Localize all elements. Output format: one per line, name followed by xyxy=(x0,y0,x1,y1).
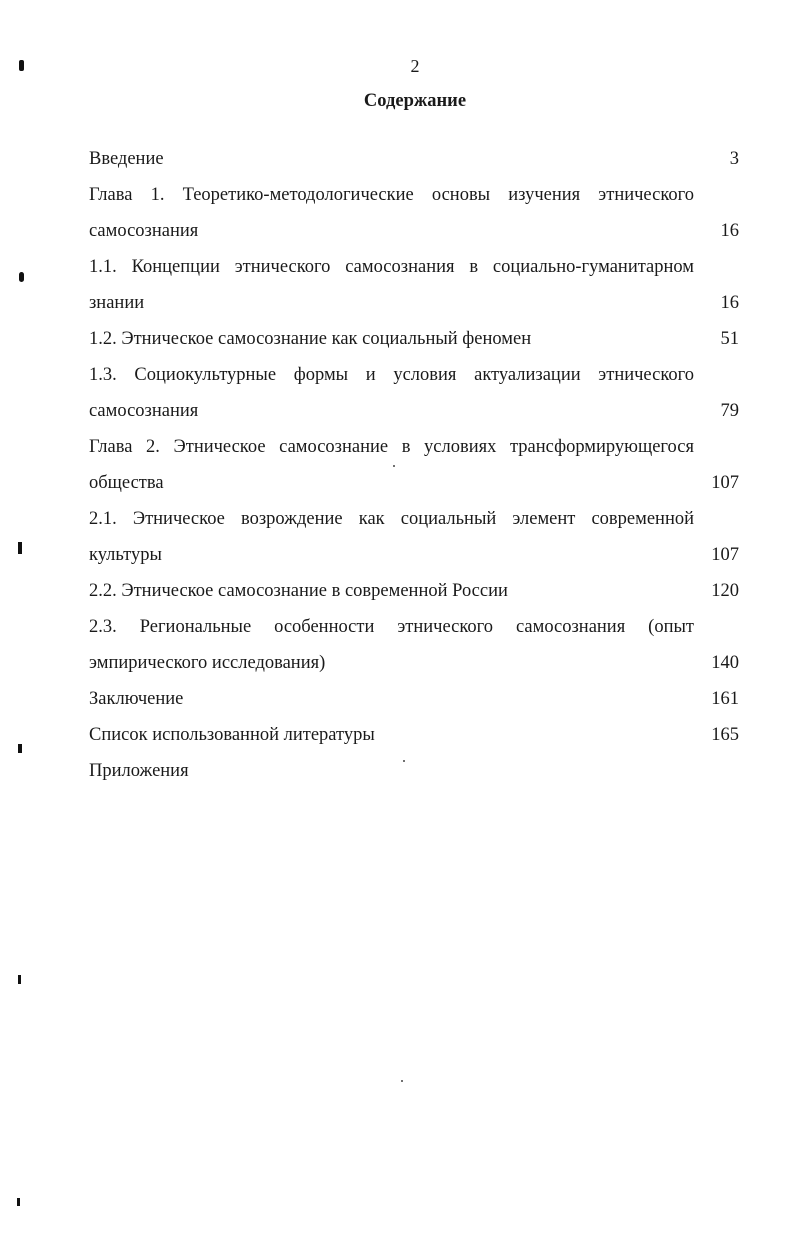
toc-entry xyxy=(89,249,739,321)
toc-entry-page: 120 xyxy=(711,581,739,601)
toc-entry xyxy=(89,573,739,609)
toc-entry-text: 2.1. Этническое возрождение как социальный элемент современной культуры xyxy=(89,509,694,565)
toc-entry-text: Приложения xyxy=(89,761,189,781)
toc-entry-text: Список использованной литературы xyxy=(89,725,375,745)
scan-margin-mark xyxy=(17,1198,20,1206)
toc-entry-page: 140 xyxy=(711,653,739,673)
toc-entry-text: 1.1. Концепции этнического самосознания в социально-гуманитарном знании xyxy=(89,257,694,313)
toc-entry-text: Глава 1. Теоретико-методологические основы изучения этнического самосознания xyxy=(89,185,694,241)
scan-margin-mark xyxy=(18,542,22,554)
toc-entry-text: Введение xyxy=(89,149,164,169)
toc-entry-text: 2.2. Этническое самосознание в современной России xyxy=(89,581,508,601)
toc-entry xyxy=(89,609,739,681)
toc-entry-page: 79 xyxy=(720,401,739,421)
toc-entry-text: 2.3. Региональные особенности этнического самосознания (опыт эмпирического исследования) xyxy=(89,617,694,673)
toc-entry xyxy=(89,681,739,717)
page-number: 2 xyxy=(410,56,420,76)
toc-entry xyxy=(89,753,739,789)
toc-entry-page: 51 xyxy=(720,329,739,349)
toc-title: Содержание xyxy=(363,91,467,111)
toc-entry-page: 107 xyxy=(711,545,739,565)
toc-entry xyxy=(89,321,739,357)
scan-margin-mark xyxy=(18,744,22,753)
toc-entry xyxy=(89,177,739,249)
scan-speck xyxy=(401,1080,403,1082)
toc-entry-text: 1.2. Этническое самосознание как социальный феномен xyxy=(89,329,532,349)
toc-entry-page: 16 xyxy=(720,293,739,313)
toc-entry-page: 16 xyxy=(720,221,739,241)
scan-margin-mark xyxy=(18,975,21,984)
toc-entry-text: Глава 2. Этническое самосознание в условиях трансформирующегося общества xyxy=(89,437,694,493)
scan-margin-mark xyxy=(19,272,24,282)
toc-entry-page: 107 xyxy=(711,473,739,493)
toc-entry xyxy=(89,501,739,573)
toc-entry-text: 1.3. Социокультурные формы и условия актуализации этнического самосознания xyxy=(89,365,694,421)
toc-entry xyxy=(89,429,739,501)
toc-entry-page: 161 xyxy=(711,689,739,709)
toc-entry xyxy=(89,717,739,753)
toc-entry-page: 165 xyxy=(711,725,739,745)
toc-entry-text: Заключение xyxy=(89,689,184,709)
toc-entry-page: 3 xyxy=(729,149,739,169)
table-of-contents xyxy=(89,141,739,789)
toc-entry xyxy=(89,141,739,177)
toc-entry xyxy=(89,357,739,429)
